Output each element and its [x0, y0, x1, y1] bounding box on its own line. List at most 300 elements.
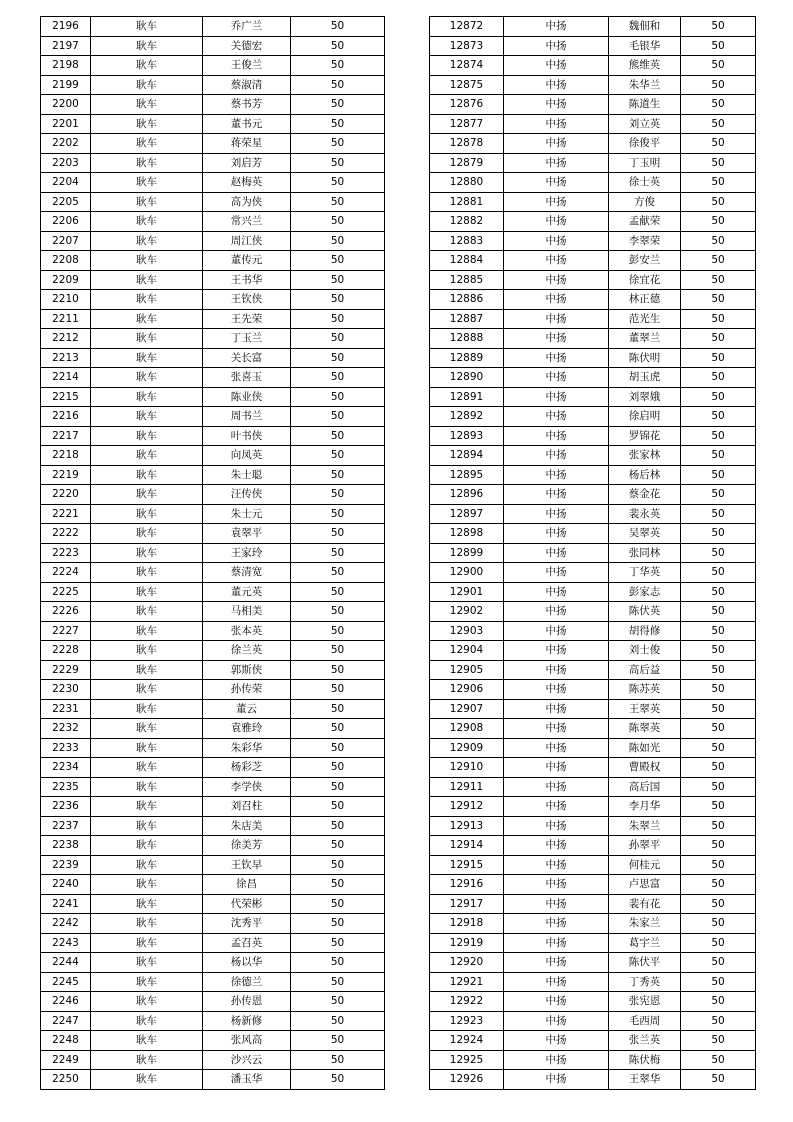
- table-row: [41, 582, 385, 602]
- village-cell: 中扬: [504, 582, 609, 602]
- amount-cell: 50: [291, 738, 385, 758]
- id-cell: 2207: [41, 231, 91, 251]
- name-cell: 徐启明: [609, 407, 681, 427]
- village-cell: 中扬: [504, 992, 609, 1012]
- id-cell: 12883: [430, 231, 504, 251]
- id-cell: 12892: [430, 407, 504, 427]
- id-cell: 2206: [41, 212, 91, 232]
- table-row: [430, 933, 756, 953]
- table-row: [41, 660, 385, 680]
- table-row: [430, 914, 756, 934]
- village-cell: 耿车: [91, 777, 203, 797]
- name-cell: 吴翠英: [609, 524, 681, 544]
- name-cell: 张本英: [203, 621, 291, 641]
- amount-cell: 50: [681, 114, 756, 134]
- table-row: [41, 777, 385, 797]
- village-cell: 中扬: [504, 699, 609, 719]
- table-row: [41, 972, 385, 992]
- id-cell: 12873: [430, 36, 504, 56]
- village-cell: 中扬: [504, 192, 609, 212]
- amount-cell: 50: [291, 153, 385, 173]
- amount-cell: 50: [681, 660, 756, 680]
- table-row: [41, 17, 385, 37]
- amount-cell: 50: [681, 953, 756, 973]
- id-cell: 12907: [430, 699, 504, 719]
- id-cell: 12923: [430, 1011, 504, 1031]
- id-cell: 12874: [430, 56, 504, 76]
- amount-cell: 50: [291, 524, 385, 544]
- amount-cell: 50: [291, 173, 385, 193]
- village-cell: 中扬: [504, 95, 609, 115]
- table-row: [41, 719, 385, 739]
- village-cell: 中扬: [504, 446, 609, 466]
- village-cell: 耿车: [91, 465, 203, 485]
- amount-cell: 50: [291, 543, 385, 563]
- id-cell: 12911: [430, 777, 504, 797]
- amount-cell: 50: [681, 95, 756, 115]
- id-cell: 12882: [430, 212, 504, 232]
- name-cell: 陈道生: [609, 95, 681, 115]
- table-row: [430, 485, 756, 505]
- id-cell: 2216: [41, 407, 91, 427]
- amount-cell: 50: [291, 114, 385, 134]
- name-cell: 杨彩芝: [203, 758, 291, 778]
- table-row: [41, 173, 385, 193]
- village-cell: 耿车: [91, 894, 203, 914]
- amount-cell: 50: [681, 465, 756, 485]
- village-cell: 耿车: [91, 56, 203, 76]
- name-cell: 关长富: [203, 348, 291, 368]
- village-cell: 中扬: [504, 855, 609, 875]
- id-cell: 12875: [430, 75, 504, 95]
- amount-cell: 50: [681, 17, 756, 37]
- table-row: [41, 738, 385, 758]
- village-cell: 中扬: [504, 114, 609, 134]
- village-cell: 耿车: [91, 1070, 203, 1090]
- village-cell: 耿车: [91, 134, 203, 154]
- name-cell: 蔡淑清: [203, 75, 291, 95]
- id-cell: 2218: [41, 446, 91, 466]
- table-row: [430, 836, 756, 856]
- amount-cell: 50: [291, 660, 385, 680]
- village-cell: 中扬: [504, 1050, 609, 1070]
- id-cell: 12886: [430, 290, 504, 310]
- village-cell: 中扬: [504, 1011, 609, 1031]
- amount-cell: 50: [291, 36, 385, 56]
- village-cell: 中扬: [504, 933, 609, 953]
- table-row: [41, 95, 385, 115]
- village-cell: 中扬: [504, 524, 609, 544]
- id-cell: 2217: [41, 426, 91, 446]
- table-row: [430, 134, 756, 154]
- amount-cell: 50: [681, 738, 756, 758]
- name-cell: 徐兰英: [203, 641, 291, 661]
- name-cell: 马相美: [203, 602, 291, 622]
- amount-cell: 50: [681, 641, 756, 661]
- village-cell: 中扬: [504, 777, 609, 797]
- name-cell: 李学侠: [203, 777, 291, 797]
- left-table-body: [41, 17, 385, 1090]
- right-table: [429, 16, 756, 1090]
- id-cell: 2205: [41, 192, 91, 212]
- name-cell: 陈如光: [609, 738, 681, 758]
- id-cell: 2210: [41, 290, 91, 310]
- village-cell: 中扬: [504, 543, 609, 563]
- name-cell: 高为侠: [203, 192, 291, 212]
- name-cell: 曹殿权: [609, 758, 681, 778]
- amount-cell: 50: [291, 329, 385, 349]
- table-row: [430, 992, 756, 1012]
- name-cell: 张宪恩: [609, 992, 681, 1012]
- amount-cell: 50: [291, 192, 385, 212]
- id-cell: 2245: [41, 972, 91, 992]
- village-cell: 中扬: [504, 602, 609, 622]
- id-cell: 12885: [430, 270, 504, 290]
- name-cell: 朱翠兰: [609, 816, 681, 836]
- name-cell: 李翠荣: [609, 231, 681, 251]
- table-row: [430, 212, 756, 232]
- id-cell: 12921: [430, 972, 504, 992]
- name-cell: 袁翠平: [203, 524, 291, 544]
- id-cell: 12922: [430, 992, 504, 1012]
- village-cell: 耿车: [91, 933, 203, 953]
- id-cell: 12913: [430, 816, 504, 836]
- amount-cell: 50: [681, 855, 756, 875]
- amount-cell: 50: [291, 231, 385, 251]
- name-cell: 沙兴云: [203, 1050, 291, 1070]
- village-cell: 耿车: [91, 212, 203, 232]
- id-cell: 2231: [41, 699, 91, 719]
- table-row: [430, 329, 756, 349]
- name-cell: 向凤英: [203, 446, 291, 466]
- id-cell: 2196: [41, 17, 91, 37]
- village-cell: 耿车: [91, 192, 203, 212]
- village-cell: 耿车: [91, 543, 203, 563]
- id-cell: 2226: [41, 602, 91, 622]
- id-cell: 12906: [430, 680, 504, 700]
- village-cell: 耿车: [91, 660, 203, 680]
- name-cell: 朱店美: [203, 816, 291, 836]
- name-cell: 蔡金花: [609, 485, 681, 505]
- village-cell: 耿车: [91, 426, 203, 446]
- amount-cell: 50: [291, 582, 385, 602]
- table-row: [430, 719, 756, 739]
- name-cell: 卢思富: [609, 875, 681, 895]
- id-cell: 12879: [430, 153, 504, 173]
- village-cell: 耿车: [91, 17, 203, 37]
- table-row: [430, 777, 756, 797]
- amount-cell: 50: [681, 680, 756, 700]
- id-cell: 2221: [41, 504, 91, 524]
- amount-cell: 50: [681, 836, 756, 856]
- village-cell: 耿车: [91, 485, 203, 505]
- table-row: [41, 699, 385, 719]
- name-cell: 王钦侠: [203, 290, 291, 310]
- table-row: [41, 797, 385, 817]
- amount-cell: 50: [291, 855, 385, 875]
- village-cell: 中扬: [504, 173, 609, 193]
- name-cell: 陈伏明: [609, 348, 681, 368]
- name-cell: 叶书侠: [203, 426, 291, 446]
- amount-cell: 50: [681, 563, 756, 583]
- table-row: [430, 699, 756, 719]
- amount-cell: 50: [681, 914, 756, 934]
- table-row: [430, 309, 756, 329]
- amount-cell: 50: [681, 231, 756, 251]
- table-row: [430, 17, 756, 37]
- table-row: [41, 836, 385, 856]
- table-row: [430, 621, 756, 641]
- name-cell: 徐宜花: [609, 270, 681, 290]
- table-row: [430, 504, 756, 524]
- name-cell: 王翠英: [609, 699, 681, 719]
- table-row: [41, 1031, 385, 1051]
- table-row: [41, 933, 385, 953]
- id-cell: 2225: [41, 582, 91, 602]
- amount-cell: 50: [681, 153, 756, 173]
- name-cell: 朱家兰: [609, 914, 681, 934]
- name-cell: 高后国: [609, 777, 681, 797]
- name-cell: 潘玉华: [203, 1070, 291, 1090]
- name-cell: 陈苏英: [609, 680, 681, 700]
- amount-cell: 50: [291, 95, 385, 115]
- village-cell: 耿车: [91, 348, 203, 368]
- table-row: [430, 387, 756, 407]
- id-cell: 2243: [41, 933, 91, 953]
- amount-cell: 50: [681, 1050, 756, 1070]
- name-cell: 丁秀英: [609, 972, 681, 992]
- amount-cell: 50: [291, 972, 385, 992]
- village-cell: 耿车: [91, 758, 203, 778]
- id-cell: 12908: [430, 719, 504, 739]
- amount-cell: 50: [291, 1031, 385, 1051]
- amount-cell: 50: [291, 836, 385, 856]
- table-row: [430, 56, 756, 76]
- table-row: [41, 75, 385, 95]
- name-cell: 方俊: [609, 192, 681, 212]
- table-row: [41, 212, 385, 232]
- village-cell: 中扬: [504, 309, 609, 329]
- table-row: [430, 36, 756, 56]
- id-cell: 2241: [41, 894, 91, 914]
- id-cell: 2200: [41, 95, 91, 115]
- name-cell: 乔广兰: [203, 17, 291, 37]
- table-row: [41, 290, 385, 310]
- amount-cell: 50: [291, 309, 385, 329]
- village-cell: 中扬: [504, 621, 609, 641]
- id-cell: 2203: [41, 153, 91, 173]
- name-cell: 徐美芳: [203, 836, 291, 856]
- village-cell: 中扬: [504, 758, 609, 778]
- amount-cell: 50: [681, 582, 756, 602]
- table-row: [41, 446, 385, 466]
- id-cell: 2236: [41, 797, 91, 817]
- name-cell: 陈业侠: [203, 387, 291, 407]
- name-cell: 孟献荣: [609, 212, 681, 232]
- village-cell: 耿车: [91, 816, 203, 836]
- village-cell: 耿车: [91, 329, 203, 349]
- name-cell: 徐德兰: [203, 972, 291, 992]
- name-cell: 丁华英: [609, 563, 681, 583]
- village-cell: 耿车: [91, 75, 203, 95]
- table-row: [430, 251, 756, 271]
- id-cell: 12884: [430, 251, 504, 271]
- name-cell: 王书华: [203, 270, 291, 290]
- amount-cell: 50: [291, 758, 385, 778]
- id-cell: 2248: [41, 1031, 91, 1051]
- id-cell: 12920: [430, 953, 504, 973]
- village-cell: 耿车: [91, 797, 203, 817]
- name-cell: 刘立英: [609, 114, 681, 134]
- amount-cell: 50: [681, 348, 756, 368]
- table-row: [430, 582, 756, 602]
- name-cell: 林正德: [609, 290, 681, 310]
- name-cell: 刘启芳: [203, 153, 291, 173]
- id-cell: 12897: [430, 504, 504, 524]
- id-cell: 12919: [430, 933, 504, 953]
- amount-cell: 50: [291, 56, 385, 76]
- id-cell: 12903: [430, 621, 504, 641]
- id-cell: 12912: [430, 797, 504, 817]
- name-cell: 汪传侠: [203, 485, 291, 505]
- name-cell: 张喜玉: [203, 368, 291, 388]
- amount-cell: 50: [681, 797, 756, 817]
- village-cell: 耿车: [91, 738, 203, 758]
- id-cell: 12872: [430, 17, 504, 37]
- id-cell: 12905: [430, 660, 504, 680]
- amount-cell: 50: [291, 270, 385, 290]
- village-cell: 中扬: [504, 329, 609, 349]
- id-cell: 2197: [41, 36, 91, 56]
- amount-cell: 50: [681, 173, 756, 193]
- table-row: [41, 758, 385, 778]
- name-cell: 陈翠英: [609, 719, 681, 739]
- amount-cell: 50: [291, 1070, 385, 1090]
- amount-cell: 50: [291, 504, 385, 524]
- village-cell: 耿车: [91, 621, 203, 641]
- village-cell: 耿车: [91, 504, 203, 524]
- name-cell: 朱彩华: [203, 738, 291, 758]
- name-cell: 罗锦花: [609, 426, 681, 446]
- amount-cell: 50: [681, 1070, 756, 1090]
- table-row: [430, 446, 756, 466]
- amount-cell: 50: [291, 407, 385, 427]
- amount-cell: 50: [291, 797, 385, 817]
- table-row: [430, 348, 756, 368]
- village-cell: 中扬: [504, 348, 609, 368]
- name-cell: 张兰英: [609, 1031, 681, 1051]
- village-cell: 耿车: [91, 602, 203, 622]
- id-cell: 12918: [430, 914, 504, 934]
- id-cell: 12898: [430, 524, 504, 544]
- id-cell: 12887: [430, 309, 504, 329]
- name-cell: 沈秀平: [203, 914, 291, 934]
- amount-cell: 50: [291, 75, 385, 95]
- village-cell: 中扬: [504, 407, 609, 427]
- id-cell: 12888: [430, 329, 504, 349]
- amount-cell: 50: [681, 212, 756, 232]
- name-cell: 张家林: [609, 446, 681, 466]
- id-cell: 12926: [430, 1070, 504, 1090]
- id-cell: 12877: [430, 114, 504, 134]
- name-cell: 彭家志: [609, 582, 681, 602]
- name-cell: 毛银华: [609, 36, 681, 56]
- id-cell: 12878: [430, 134, 504, 154]
- table-row: [41, 641, 385, 661]
- village-cell: 中扬: [504, 680, 609, 700]
- id-cell: 2199: [41, 75, 91, 95]
- id-cell: 2250: [41, 1070, 91, 1090]
- amount-cell: 50: [291, 485, 385, 505]
- village-cell: 耿车: [91, 114, 203, 134]
- table-row: [430, 75, 756, 95]
- id-cell: 12890: [430, 368, 504, 388]
- name-cell: 丁玉兰: [203, 329, 291, 349]
- amount-cell: 50: [291, 933, 385, 953]
- id-cell: 2230: [41, 680, 91, 700]
- name-cell: 蔡清宽: [203, 563, 291, 583]
- name-cell: 蒋荣星: [203, 134, 291, 154]
- amount-cell: 50: [681, 621, 756, 641]
- amount-cell: 50: [291, 992, 385, 1012]
- table-row: [430, 192, 756, 212]
- id-cell: 2229: [41, 660, 91, 680]
- id-cell: 12904: [430, 641, 504, 661]
- table-row: [430, 426, 756, 446]
- amount-cell: 50: [291, 699, 385, 719]
- id-cell: 2235: [41, 777, 91, 797]
- amount-cell: 50: [681, 309, 756, 329]
- id-cell: 2249: [41, 1050, 91, 1070]
- village-cell: 耿车: [91, 1011, 203, 1031]
- id-cell: 12881: [430, 192, 504, 212]
- id-cell: 2215: [41, 387, 91, 407]
- village-cell: 耿车: [91, 95, 203, 115]
- name-cell: 何桂元: [609, 855, 681, 875]
- name-cell: 魏佃和: [609, 17, 681, 37]
- amount-cell: 50: [681, 504, 756, 524]
- village-cell: 耿车: [91, 953, 203, 973]
- table-row: [41, 816, 385, 836]
- village-cell: 耿车: [91, 680, 203, 700]
- name-cell: 关德宏: [203, 36, 291, 56]
- village-cell: 耿车: [91, 836, 203, 856]
- table-row: [430, 602, 756, 622]
- amount-cell: 50: [291, 1011, 385, 1031]
- table-row: [41, 504, 385, 524]
- table-row: [41, 953, 385, 973]
- amount-cell: 50: [681, 816, 756, 836]
- table-row: [430, 524, 756, 544]
- name-cell: 陈伏英: [609, 602, 681, 622]
- amount-cell: 50: [291, 465, 385, 485]
- amount-cell: 50: [681, 933, 756, 953]
- amount-cell: 50: [291, 680, 385, 700]
- name-cell: 王翠华: [609, 1070, 681, 1090]
- village-cell: 耿车: [91, 855, 203, 875]
- village-cell: 耿车: [91, 446, 203, 466]
- name-cell: 刘召柱: [203, 797, 291, 817]
- id-cell: 2202: [41, 134, 91, 154]
- name-cell: 王家玲: [203, 543, 291, 563]
- village-cell: 中扬: [504, 134, 609, 154]
- table-row: [430, 173, 756, 193]
- village-cell: 耿车: [91, 387, 203, 407]
- name-cell: 陈伏平: [609, 953, 681, 973]
- table-row: [430, 290, 756, 310]
- village-cell: 耿车: [91, 231, 203, 251]
- amount-cell: 50: [681, 270, 756, 290]
